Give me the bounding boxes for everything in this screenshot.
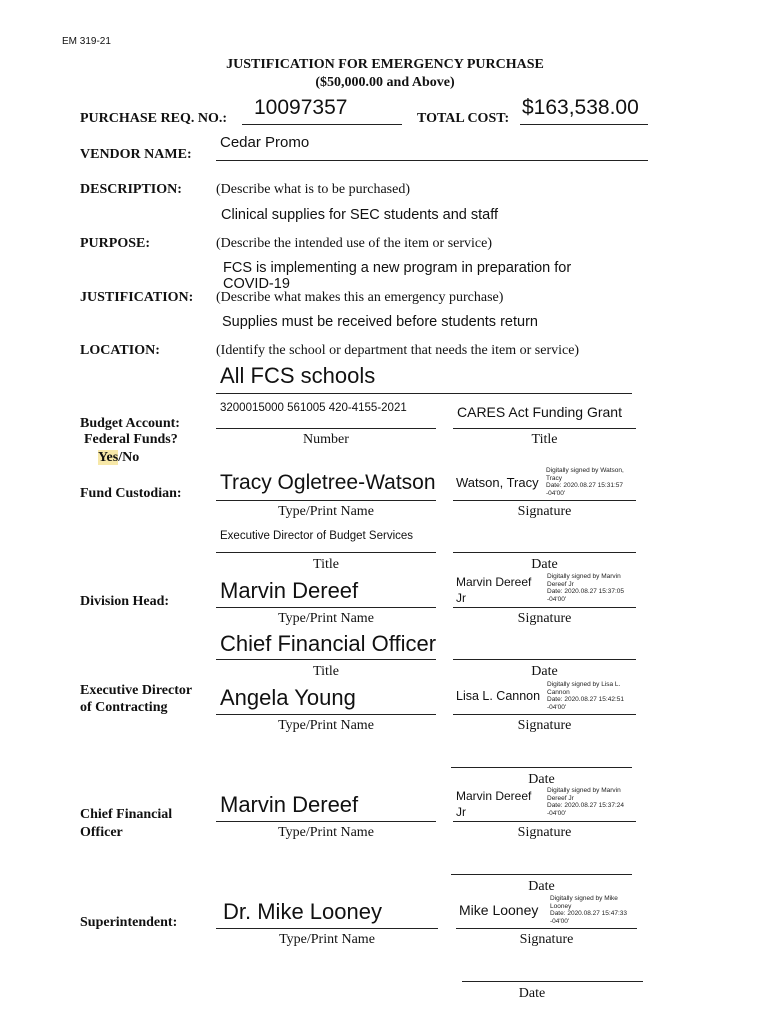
- total-cost-line: [520, 124, 648, 125]
- superintendent-name-line: [216, 928, 438, 929]
- division-head-signature-line: [453, 607, 636, 608]
- superintendent-label: Superintendent:: [80, 915, 178, 930]
- cfo-date-line: [451, 874, 632, 875]
- superintendent-signature[interactable]: [459, 894, 639, 928]
- exec-contracting-signer: Lisa L. Cannon: [456, 689, 541, 703]
- fund-custodian-label: Fund Custodian:: [80, 486, 182, 501]
- fund-custodian-name-line: [216, 500, 436, 501]
- purchase-req-value[interactable]: 10097357: [254, 96, 348, 119]
- federal-funds-yes[interactable]: Yes: [98, 450, 119, 465]
- vendor-line: [216, 160, 648, 161]
- justification-value[interactable]: Supplies must be received before students return: [222, 314, 538, 330]
- superintendent-signature-line: [456, 928, 637, 929]
- federal-funds-label: Federal Funds?: [84, 432, 178, 447]
- location-label: LOCATION:: [80, 343, 160, 358]
- purpose-value-line1[interactable]: FCS is implementing a new program in preparation for: [223, 260, 572, 276]
- division-head-title-caption: Title: [313, 664, 339, 679]
- cfo-signature-caption: Signature: [517, 825, 572, 840]
- cfo-signer-line2: Jr: [456, 805, 466, 819]
- purpose-value-overflow: [223, 276, 290, 288]
- division-head-signature[interactable]: [456, 572, 636, 606]
- superintendent-signature-caption: Signature: [519, 932, 574, 947]
- purpose-label: PURPOSE:: [80, 236, 150, 251]
- form-title: JUSTIFICATION FOR EMERGENCY PURCHASE: [226, 57, 544, 72]
- fund-custodian-date-line: [453, 552, 636, 553]
- budget-number-line: [216, 428, 436, 429]
- cfo-signature[interactable]: [456, 786, 636, 820]
- location-line: [216, 393, 632, 394]
- total-cost-label: TOTAL COST:: [417, 111, 510, 126]
- cfo-name-line: [216, 821, 436, 822]
- exec-contracting-signed-by: Digitally signed by Lisa L. Cannon: [547, 681, 621, 696]
- purpose-value-line2[interactable]: COVID-19: [223, 276, 290, 288]
- cfo-label-line1: Chief Financial: [80, 807, 173, 822]
- division-head-date-line: [453, 659, 636, 660]
- exec-contracting-name-caption: Type/Print Name: [278, 718, 374, 733]
- federal-funds-answer: [98, 450, 139, 466]
- exec-contracting-label-line1: Executive Director: [80, 683, 193, 698]
- superintendent-digital-note: [550, 895, 636, 925]
- division-head-label: Division Head:: [80, 594, 170, 609]
- exec-contracting-signed-date: Date: 2020.08.27 15:42:51 -04'00': [547, 696, 624, 711]
- division-head-signature-caption: Signature: [517, 611, 572, 626]
- division-head-name[interactable]: Marvin Dereef: [220, 578, 359, 603]
- budget-account-label: Budget Account:: [80, 416, 180, 431]
- superintendent-date-line: [462, 981, 643, 982]
- exec-contracting-label-line2: of Contracting: [80, 700, 168, 715]
- description-value[interactable]: Clinical supplies for SEC students and staff: [221, 207, 498, 223]
- fund-custodian-signed-date: Date: 2020.08.27 15:31:57 -04'00': [546, 482, 623, 497]
- division-head-title[interactable]: Chief Financial Officer: [220, 631, 437, 656]
- budget-title-value[interactable]: CARES Act Funding Grant: [457, 404, 622, 420]
- exec-contracting-signature-caption: Signature: [517, 718, 572, 733]
- superintendent-signer: Mike Looney: [459, 902, 539, 918]
- purchase-req-label: PURCHASE REQ. NO.:: [80, 111, 228, 126]
- fund-custodian-signed-by: Digitally signed by Watson, Tracy: [546, 467, 624, 482]
- justification-label: JUSTIFICATION:: [80, 290, 194, 305]
- division-head-signer-line1: Marvin Dereef: [456, 575, 532, 589]
- exec-contracting-signature[interactable]: [456, 679, 636, 713]
- budget-title-caption: Title: [531, 432, 558, 447]
- exec-contracting-digital-note: [547, 681, 633, 711]
- fund-custodian-title-caption: Title: [313, 557, 339, 572]
- superintendent-signed-date: Date: 2020.08.27 15:47:33 -04'00': [550, 910, 627, 925]
- vendor-label: VENDOR NAME:: [80, 147, 192, 162]
- location-value[interactable]: All FCS schools: [220, 363, 376, 388]
- cfo-signed-date: Date: 2020.08.27 15:37:24 -04'00': [547, 802, 624, 817]
- exec-contracting-signature-line: [453, 714, 636, 715]
- location-hint: (Identify the school or department that needs the item or service): [216, 343, 580, 358]
- fund-custodian-title-line: [216, 552, 436, 553]
- total-cost-value[interactable]: $163,538.00: [522, 96, 639, 119]
- fund-custodian-title[interactable]: Executive Director of Budget Services: [220, 530, 414, 542]
- budget-number-value[interactable]: 3200015000 561005 420-4155-2021: [220, 402, 407, 414]
- division-head-digital-note: [547, 573, 633, 603]
- division-head-name-line: [216, 607, 436, 608]
- cfo-name-caption: Type/Print Name: [278, 825, 374, 840]
- fund-custodian-signer: Watson, Tracy: [456, 475, 539, 490]
- purchase-req-line: [242, 124, 402, 125]
- division-head-signed-by: Digitally signed by Marvin Dereef Jr: [547, 573, 621, 588]
- cfo-name[interactable]: Marvin Dereef: [220, 792, 359, 817]
- exec-contracting-name[interactable]: Angela Young: [220, 685, 356, 710]
- exec-contracting-date-line: [451, 767, 632, 768]
- budget-title-line: [453, 428, 636, 429]
- exec-contracting-name-line: [216, 714, 436, 715]
- superintendent-signed-by: Digitally signed by Mike Looney: [550, 895, 618, 910]
- exec-contracting-date-caption: Date: [528, 772, 555, 787]
- superintendent-date-caption: Date: [518, 986, 546, 1001]
- federal-funds-no[interactable]: /No: [118, 450, 140, 465]
- fund-custodian-name[interactable]: Tracy Ogletree-Watson: [220, 471, 436, 494]
- description-hint: (Describe what is to be purchased): [216, 182, 410, 197]
- cfo-signed-by: Digitally signed by Marvin Dereef Jr: [547, 787, 621, 802]
- division-head-signer-line2: Jr: [456, 591, 466, 605]
- budget-number-caption: Number: [303, 432, 349, 447]
- description-label: DESCRIPTION:: [80, 182, 182, 197]
- fund-custodian-digital-note: [546, 467, 632, 497]
- fund-custodian-signature[interactable]: [456, 465, 636, 499]
- justification-hint: (Describe what makes this an emergency purchase): [216, 290, 504, 305]
- division-head-signer: [456, 574, 531, 606]
- cfo-signer: [456, 788, 531, 820]
- purpose-hint: (Describe the intended use of the item or service): [216, 236, 493, 251]
- fund-custodian-date-caption: Date: [531, 557, 558, 572]
- division-head-title-line: [216, 659, 436, 660]
- division-head-date-caption: Date: [531, 664, 558, 679]
- superintendent-name[interactable]: Dr. Mike Looney: [223, 899, 382, 924]
- fund-custodian-name-caption: Type/Print Name: [278, 504, 374, 519]
- cfo-digital-note: [547, 787, 633, 817]
- cfo-signature-line: [453, 821, 636, 822]
- division-head-signed-date: Date: 2020.08.27 15:37:05 -04'00': [547, 588, 624, 603]
- division-head-name-caption: Type/Print Name: [278, 611, 374, 626]
- vendor-value[interactable]: Cedar Promo: [220, 134, 310, 151]
- superintendent-name-caption: Type/Print Name: [279, 932, 375, 947]
- fund-custodian-signature-line: [453, 500, 636, 501]
- form-id: EM 319-21: [62, 36, 111, 47]
- form-subtitle: ($50,000.00 and Above): [315, 75, 455, 90]
- cfo-date-caption: Date: [528, 879, 555, 894]
- cfo-signer-line1: Marvin Dereef: [456, 789, 532, 803]
- fund-custodian-signature-caption: Signature: [517, 504, 572, 519]
- cfo-label-line2: Officer: [80, 825, 123, 840]
